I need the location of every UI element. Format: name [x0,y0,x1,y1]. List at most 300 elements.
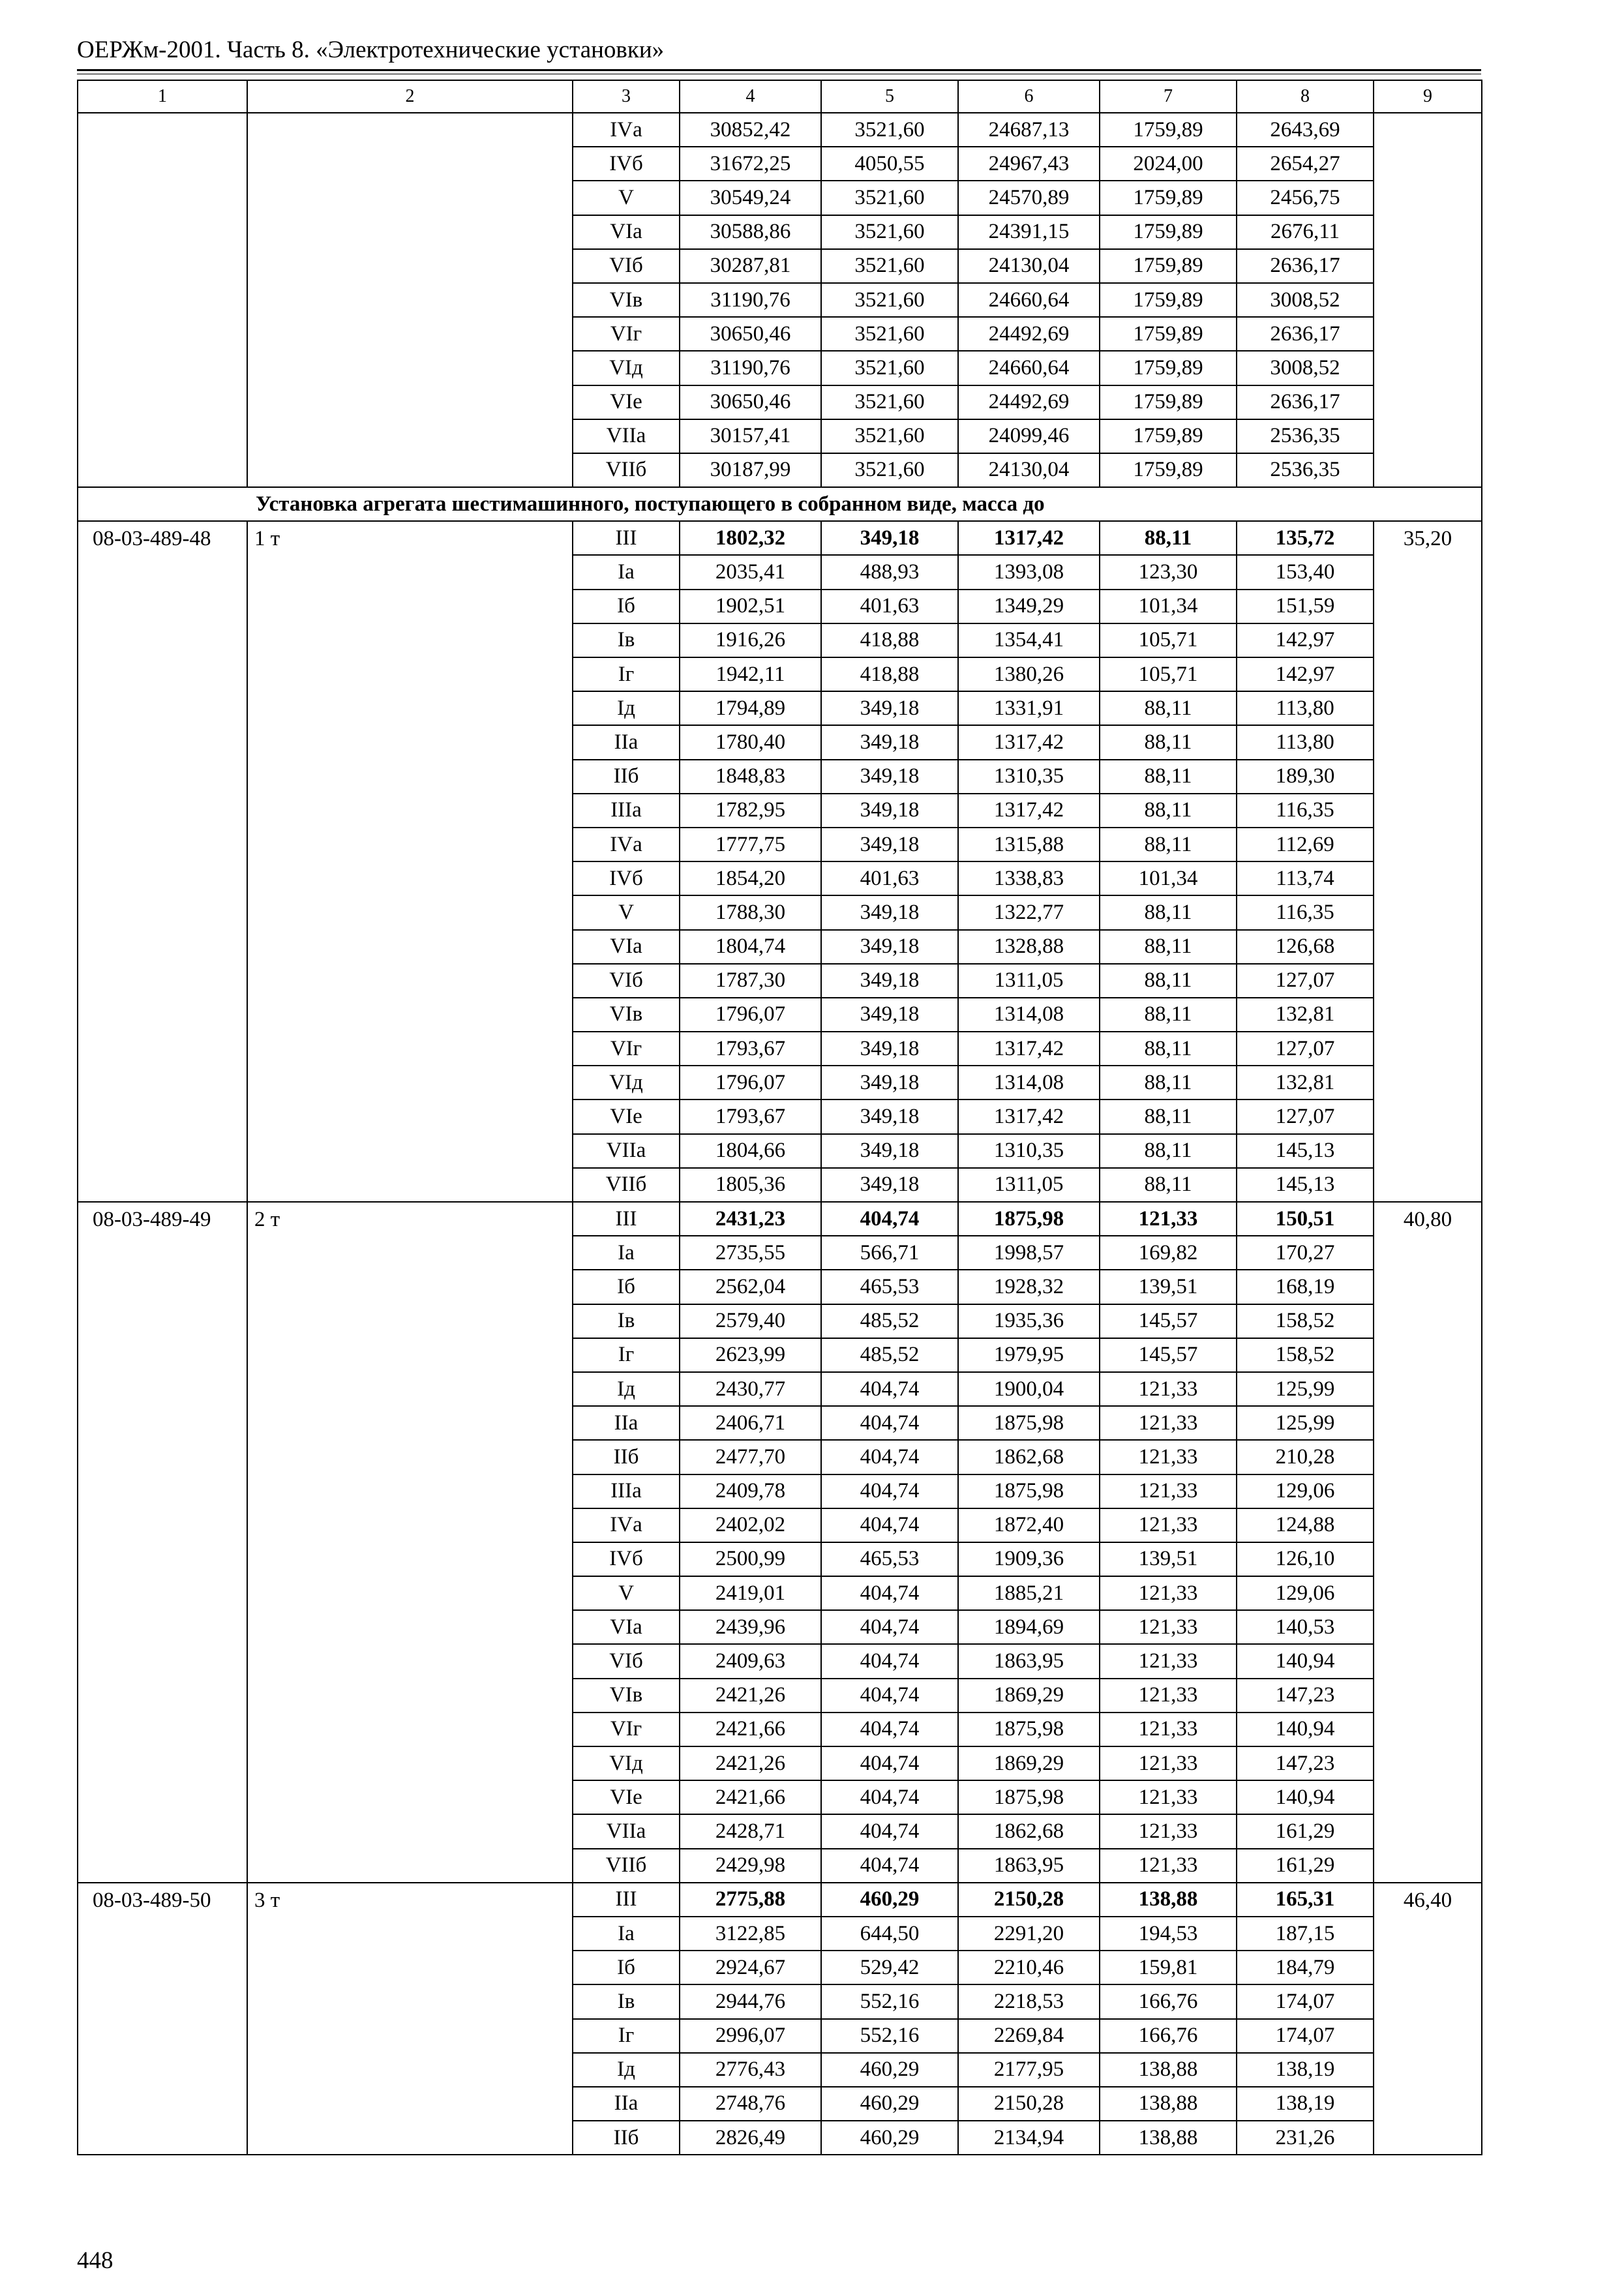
zone-cell: IVб [573,861,680,895]
value-cell: 1310,35 [958,1134,1100,1168]
zone-cell: VIе [573,385,680,419]
value-cell: 404,74 [821,1814,958,1848]
value-cell: 2269,84 [958,2019,1100,2053]
value-cell: 189,30 [1237,760,1374,794]
value-cell: 1998,57 [958,1236,1100,1270]
value-cell: 2177,95 [958,2053,1100,2087]
value-cell: 3521,60 [821,215,958,249]
value-cell: 1902,51 [680,590,821,623]
section-cell [78,487,1482,521]
value-cell: 488,93 [821,555,958,589]
value-cell: 2636,17 [1237,385,1374,419]
value-cell: 1935,36 [958,1304,1100,1338]
value-cell: 127,07 [1237,1100,1374,1133]
value-cell: 88,11 [1100,1100,1237,1133]
value-cell: 129,06 [1237,1474,1374,1508]
value-cell: 88,11 [1100,760,1237,794]
value-cell: 4050,55 [821,147,958,181]
zone-cell: VIIб [573,1168,680,1202]
value-cell: 2409,78 [680,1474,821,1508]
value-cell: 88,11 [1100,725,1237,759]
value-cell: 404,74 [821,1746,958,1780]
zone-cell: Iд [573,2053,680,2087]
zone-cell: Iд [573,691,680,725]
value-cell: 187,15 [1237,1917,1374,1951]
value-cell: 465,53 [821,1270,958,1304]
value-cell: 1317,42 [958,1032,1100,1066]
value-cell: 170,27 [1237,1236,1374,1270]
zone-cell: VIе [573,1100,680,1133]
value-cell: 552,16 [821,2019,958,2053]
page-header-title: ОЕРЖм-2001. Часть 8. «Электротехнические установки» [77,37,665,63]
value-cell: 2218,53 [958,1984,1100,2018]
value-cell: 404,74 [821,1849,958,1883]
zone-cell: IVа [573,1508,680,1542]
zone-cell: Iг [573,657,680,691]
value-cell: 1759,89 [1100,419,1237,453]
zone-cell: VIа [573,1610,680,1644]
column-number: 5 [821,80,958,113]
value-cell: 644,50 [821,1917,958,1951]
value-cell: 349,18 [821,725,958,759]
value-cell: 121,33 [1100,1679,1237,1713]
value-cell: 529,42 [821,1951,958,1984]
value-cell: 166,76 [1100,1984,1237,2018]
value-cell: 2402,02 [680,1508,821,1542]
value-cell: 1787,30 [680,964,821,998]
value-cell: 1380,26 [958,657,1100,691]
zone-cell: VIб [573,964,680,998]
value-cell: 1796,07 [680,1066,821,1100]
zone-cell: IVа [573,828,680,861]
value-cell: 129,06 [1237,1576,1374,1610]
value-cell: 159,81 [1100,1951,1237,1984]
zone-cell: IIIа [573,794,680,828]
value-cell: 138,19 [1237,2053,1374,2087]
value-cell: 121,33 [1100,1406,1237,1440]
value-cell: 124,88 [1237,1508,1374,1542]
value-cell: 1317,42 [958,1100,1100,1133]
value-cell: 3521,60 [821,249,958,283]
zone-cell: VIг [573,317,680,351]
zone-cell: VIа [573,930,680,964]
value-cell: 121,33 [1100,1780,1237,1814]
value-cell: 404,74 [821,1440,958,1474]
price-table [77,80,1482,2155]
value-cell: 142,97 [1237,657,1374,691]
value-cell: 1317,42 [958,725,1100,759]
value-cell: 1854,20 [680,861,821,895]
value-cell: 105,71 [1100,623,1237,657]
value-cell: 460,29 [821,2087,958,2121]
value-cell: 113,74 [1237,861,1374,895]
value-cell: 121,33 [1100,1372,1237,1406]
value-cell: 1942,11 [680,657,821,691]
value-cell: 1796,07 [680,998,821,1032]
value-cell: 1780,40 [680,725,821,759]
value-cell: 1979,95 [958,1338,1100,1372]
value-cell: 552,16 [821,1984,958,2018]
value-cell: 1759,89 [1100,283,1237,317]
zone-cell: VIд [573,1066,680,1100]
value-cell: 135,72 [1237,521,1374,555]
zone-cell: Iа [573,555,680,589]
value-cell: 165,31 [1237,1883,1374,1917]
value-cell: 2421,66 [680,1780,821,1814]
value-cell: 24099,46 [958,419,1100,453]
labor-cell: 40,80 [1374,1202,1482,1883]
zone-cell: VIв [573,1679,680,1713]
value-cell: 2776,43 [680,2053,821,2087]
value-cell: 30588,86 [680,215,821,249]
zone-cell: IVб [573,1542,680,1576]
value-cell: 2406,71 [680,1406,821,1440]
value-cell: 349,18 [821,964,958,998]
zone-cell: VIIа [573,1814,680,1848]
value-cell: 231,26 [1237,2121,1374,2155]
value-cell: 1759,89 [1100,351,1237,385]
value-cell: 2431,23 [680,1202,821,1236]
zone-cell: VIIа [573,1134,680,1168]
value-cell: 349,18 [821,794,958,828]
value-cell: 112,69 [1237,828,1374,861]
value-cell: 24660,64 [958,283,1100,317]
zone-cell: IVб [573,147,680,181]
value-cell: 2134,94 [958,2121,1100,2155]
zone-cell: Iв [573,1304,680,1338]
value-cell: 349,18 [821,930,958,964]
zone-cell: Iг [573,1338,680,1372]
value-cell: 125,99 [1237,1406,1374,1440]
value-cell: 140,94 [1237,1713,1374,1746]
value-cell: 30549,24 [680,181,821,215]
value-cell: 3521,60 [821,283,958,317]
value-cell: 2024,00 [1100,147,1237,181]
zone-cell: VIд [573,1746,680,1780]
value-cell: 1862,68 [958,1814,1100,1848]
value-cell: 3521,60 [821,385,958,419]
value-cell: 3122,85 [680,1917,821,1951]
zone-cell: V [573,1576,680,1610]
value-cell: 465,53 [821,1542,958,1576]
column-number: 7 [1100,80,1237,113]
section-row [78,487,1482,521]
zone-cell: VIд [573,351,680,385]
value-cell: 349,18 [821,1168,958,1202]
value-cell: 1338,83 [958,861,1100,895]
value-cell: 349,18 [821,1066,958,1100]
column-number: 8 [1237,80,1374,113]
zone-cell: V [573,181,680,215]
value-cell: 2150,28 [958,1883,1100,1917]
value-cell: 418,88 [821,623,958,657]
value-cell: 404,74 [821,1644,958,1678]
zone-cell: VIб [573,1644,680,1678]
value-cell: 121,33 [1100,1508,1237,1542]
value-cell: 1805,36 [680,1168,821,1202]
value-cell: 3521,60 [821,419,958,453]
value-cell: 1802,32 [680,521,821,555]
table-row [78,521,1482,555]
value-cell: 194,53 [1100,1917,1237,1951]
value-cell: 140,94 [1237,1644,1374,1678]
value-cell: 2421,66 [680,1713,821,1746]
value-cell: 161,29 [1237,1849,1374,1883]
value-cell: 24130,04 [958,249,1100,283]
value-cell: 2430,77 [680,1372,821,1406]
zone-cell: Iб [573,1270,680,1304]
value-cell: 1317,42 [958,521,1100,555]
value-cell: 1759,89 [1100,113,1237,147]
value-cell: 1863,95 [958,1644,1100,1678]
value-cell: 404,74 [821,1679,958,1713]
value-cell: 404,74 [821,1576,958,1610]
labor-cell [1374,113,1482,487]
zone-cell: Iг [573,2019,680,2053]
value-cell: 2562,04 [680,1270,821,1304]
value-cell: 2409,63 [680,1644,821,1678]
value-cell: 1863,95 [958,1849,1100,1883]
value-cell: 121,33 [1100,1849,1237,1883]
value-cell: 1793,67 [680,1032,821,1066]
section-title: Установка агрегата шестимашинного, поступающего в собранном виде, масса до [256,492,1045,516]
zone-cell: VIIб [573,1849,680,1883]
zone-cell: VIв [573,283,680,317]
value-cell: 1331,91 [958,691,1100,725]
value-cell: 1875,98 [958,1474,1100,1508]
value-cell: 1793,67 [680,1100,821,1133]
value-cell: 2210,46 [958,1951,1100,1984]
value-cell: 169,82 [1100,1236,1237,1270]
value-cell: 24687,13 [958,113,1100,147]
value-cell: 2654,27 [1237,147,1374,181]
value-cell: 2748,76 [680,2087,821,2121]
value-cell: 2735,55 [680,1236,821,1270]
value-cell: 121,33 [1100,1576,1237,1610]
value-cell: 140,53 [1237,1610,1374,1644]
zone-cell: VIв [573,998,680,1032]
value-cell: 1322,77 [958,895,1100,929]
value-cell: 147,23 [1237,1746,1374,1780]
value-cell: 24391,15 [958,215,1100,249]
value-cell: 1759,89 [1100,215,1237,249]
value-cell: 1804,66 [680,1134,821,1168]
value-cell: 121,33 [1100,1474,1237,1508]
value-cell: 2536,35 [1237,453,1374,487]
value-cell: 1315,88 [958,828,1100,861]
zone-cell: IIб [573,1440,680,1474]
zone-cell: IVа [573,113,680,147]
value-cell: 3008,52 [1237,351,1374,385]
value-cell: 404,74 [821,1713,958,1746]
value-cell: 404,74 [821,1202,958,1236]
value-cell: 1759,89 [1100,317,1237,351]
value-cell: 166,76 [1100,2019,1237,2053]
value-cell: 349,18 [821,1134,958,1168]
value-cell: 2826,49 [680,2121,821,2155]
zone-cell: III [573,1883,680,1917]
value-cell: 151,59 [1237,590,1374,623]
value-cell: 2676,11 [1237,215,1374,249]
zone-cell: Iб [573,590,680,623]
zone-cell: IIа [573,1406,680,1440]
column-number: 6 [958,80,1100,113]
mass-cell [247,113,573,487]
value-cell: 1354,41 [958,623,1100,657]
zone-cell: III [573,521,680,555]
value-cell: 24492,69 [958,317,1100,351]
value-cell: 121,33 [1100,1713,1237,1746]
labor-cell: 35,20 [1374,521,1482,1202]
value-cell: 138,88 [1100,2053,1237,2087]
value-cell: 1311,05 [958,964,1100,998]
value-cell: 2428,71 [680,1814,821,1848]
value-cell: 145,13 [1237,1134,1374,1168]
value-cell: 2150,28 [958,2087,1100,2121]
value-cell: 1916,26 [680,623,821,657]
value-cell: 349,18 [821,691,958,725]
zone-cell: Iв [573,623,680,657]
mass-cell: 1 т [247,521,573,1202]
value-cell: 1869,29 [958,1746,1100,1780]
zone-cell: IIIа [573,1474,680,1508]
value-cell: 145,57 [1100,1338,1237,1372]
value-cell: 30650,46 [680,317,821,351]
value-cell: 3521,60 [821,453,958,487]
value-cell: 460,29 [821,1883,958,1917]
value-cell: 139,51 [1100,1270,1237,1304]
zone-cell: VIа [573,215,680,249]
zone-cell: Iв [573,1984,680,2018]
value-cell: 2421,26 [680,1679,821,1713]
value-cell: 1782,95 [680,794,821,828]
value-cell: 2944,76 [680,1984,821,2018]
value-cell: 418,88 [821,657,958,691]
value-cell: 1909,36 [958,1542,1100,1576]
column-number: 1 [78,80,247,113]
value-cell: 1875,98 [958,1780,1100,1814]
zone-cell: VIIа [573,419,680,453]
value-cell: 2456,75 [1237,181,1374,215]
value-cell: 101,34 [1100,861,1237,895]
header-rule-thick [77,69,1481,71]
value-cell: 2623,99 [680,1338,821,1372]
value-cell: 147,23 [1237,1679,1374,1713]
column-number: 2 [247,80,573,113]
code-cell: 08-03-489-50 [78,1883,247,2155]
value-cell: 30852,42 [680,113,821,147]
value-cell: 460,29 [821,2121,958,2155]
value-cell: 1310,35 [958,760,1100,794]
value-cell: 404,74 [821,1508,958,1542]
zone-cell: VIе [573,1780,680,1814]
value-cell: 113,80 [1237,691,1374,725]
value-cell: 158,52 [1237,1338,1374,1372]
value-cell: 121,33 [1100,1610,1237,1644]
value-cell: 2291,20 [958,1917,1100,1951]
value-cell: 2996,07 [680,2019,821,2053]
value-cell: 132,81 [1237,998,1374,1032]
value-cell: 210,28 [1237,1440,1374,1474]
value-cell: 2536,35 [1237,419,1374,453]
zone-cell: Iб [573,1951,680,1984]
value-cell: 139,51 [1100,1542,1237,1576]
value-cell: 88,11 [1100,691,1237,725]
value-cell: 31190,76 [680,283,821,317]
value-cell: 126,68 [1237,930,1374,964]
value-cell: 30650,46 [680,385,821,419]
zone-cell: VIб [573,249,680,283]
value-cell: 88,11 [1100,895,1237,929]
value-cell: 150,51 [1237,1202,1374,1236]
value-cell: 2419,01 [680,1576,821,1610]
value-cell: 30157,41 [680,419,821,453]
value-cell: 1894,69 [958,1610,1100,1644]
value-cell: 1862,68 [958,1440,1100,1474]
value-cell: 145,57 [1100,1304,1237,1338]
value-cell: 1928,32 [958,1270,1100,1304]
value-cell: 566,71 [821,1236,958,1270]
page-number: 448 [77,2247,113,2274]
value-cell: 138,88 [1100,1883,1237,1917]
table-row [78,1202,1482,1236]
value-cell: 1311,05 [958,1168,1100,1202]
value-cell: 88,11 [1100,930,1237,964]
value-cell: 1393,08 [958,555,1100,589]
table-row [78,113,1482,147]
value-cell: 1777,75 [680,828,821,861]
value-cell: 401,63 [821,861,958,895]
value-cell: 485,52 [821,1304,958,1338]
zone-cell: IIа [573,725,680,759]
value-cell: 349,18 [821,895,958,929]
value-cell: 349,18 [821,521,958,555]
value-cell: 24130,04 [958,453,1100,487]
value-cell: 1885,21 [958,1576,1100,1610]
value-cell: 105,71 [1100,657,1237,691]
value-cell: 161,29 [1237,1814,1374,1848]
column-number: 9 [1374,80,1482,113]
value-cell: 1314,08 [958,1066,1100,1100]
zone-cell: Iа [573,1236,680,1270]
zone-cell: IIб [573,2121,680,2155]
value-cell: 121,33 [1100,1440,1237,1474]
value-cell: 101,34 [1100,590,1237,623]
value-cell: 138,88 [1100,2121,1237,2155]
value-cell: 1314,08 [958,998,1100,1032]
value-cell: 404,74 [821,1372,958,1406]
value-cell: 113,80 [1237,725,1374,759]
value-cell: 127,07 [1237,1032,1374,1066]
value-cell: 121,33 [1100,1814,1237,1848]
column-number-row [78,80,1482,113]
value-cell: 349,18 [821,1032,958,1066]
value-cell: 2924,67 [680,1951,821,1984]
value-cell: 24660,64 [958,351,1100,385]
table-body [78,80,1482,2155]
zone-cell: V [573,895,680,929]
value-cell: 174,07 [1237,2019,1374,2053]
value-cell: 121,33 [1100,1746,1237,1780]
value-cell: 1900,04 [958,1372,1100,1406]
value-cell: 138,19 [1237,2087,1374,2121]
value-cell: 3521,60 [821,351,958,385]
zone-cell: VIIб [573,453,680,487]
value-cell: 1848,83 [680,760,821,794]
value-cell: 30287,81 [680,249,821,283]
value-cell: 158,52 [1237,1304,1374,1338]
zone-cell: Iд [573,1372,680,1406]
